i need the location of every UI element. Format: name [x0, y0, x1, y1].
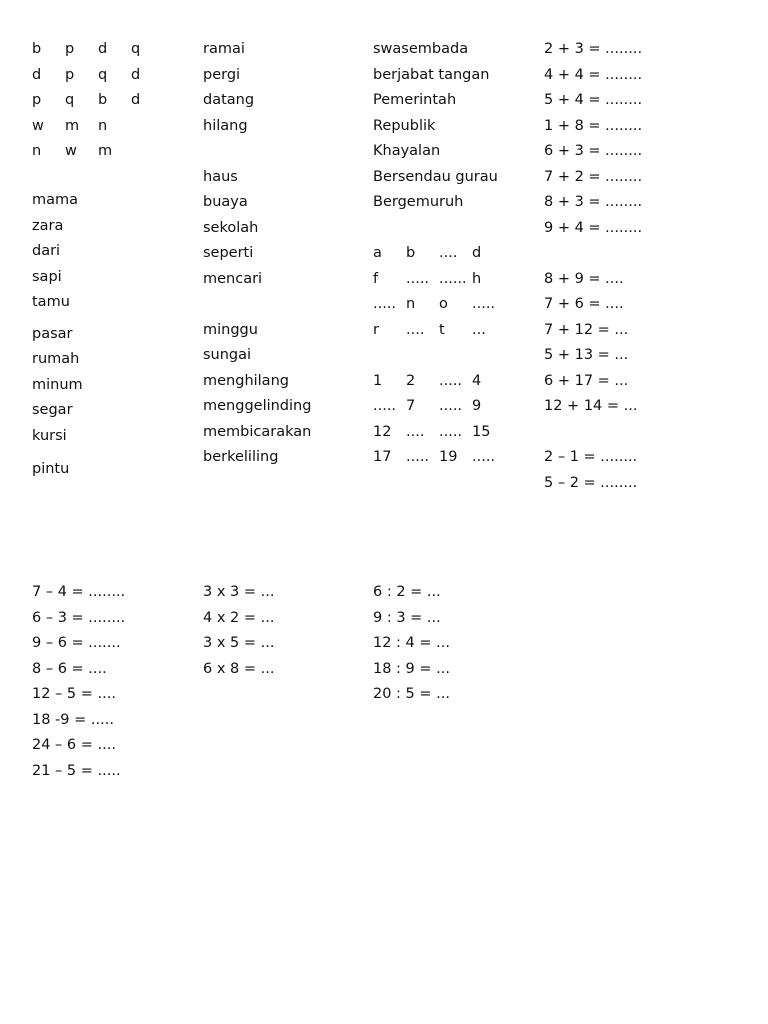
- math-problem: 7 + 6 = ....: [544, 296, 624, 312]
- math-problem: 9 + 4 = ........: [544, 219, 643, 236]
- letter-cell: w: [65, 143, 77, 159]
- word-item: Republik: [373, 117, 436, 134]
- sequence-cell: .....: [373, 398, 397, 414]
- math-problem: 18 : 9 = ...: [373, 660, 450, 677]
- sequence-cell: f: [373, 270, 379, 287]
- sequence-column: [373, 37, 505, 471]
- letter-cell: d: [131, 66, 141, 83]
- word-item: pasar: [32, 325, 73, 342]
- word-item: hilang: [203, 117, 248, 134]
- math-problem: 4 x 2 = ...: [203, 609, 275, 626]
- sequence-cell: h: [472, 270, 482, 287]
- word-item: zara: [32, 217, 64, 234]
- word-item: swasembada: [373, 41, 469, 57]
- sequence-cell: ....: [439, 245, 458, 261]
- sequence-cell: .....: [472, 449, 496, 465]
- math-problem: 9 : 3 = ...: [373, 609, 441, 626]
- word-item: sungai: [203, 347, 252, 363]
- sequence-cell: ....: [406, 321, 425, 338]
- math-problem: 2 + 3 = ........: [544, 41, 643, 57]
- subtraction-column: [32, 580, 125, 784]
- sequence-cell: 12: [373, 423, 392, 440]
- math-problem: 1 + 8 = ........: [544, 117, 643, 134]
- sequence-cell: .....: [373, 296, 397, 312]
- math-problem: 5 – 2 = ........: [544, 474, 638, 491]
- word-item: ramai: [203, 41, 245, 57]
- division-list: [373, 580, 450, 708]
- word-list-c: [32, 457, 164, 483]
- sequence-cell: 15: [472, 423, 491, 440]
- letter-cell: q: [131, 41, 141, 57]
- letter-cell: p: [32, 92, 42, 108]
- addition-column: [544, 37, 642, 496]
- math-problem: 6 : 2 = ...: [373, 584, 441, 600]
- sequence-cell: 19: [439, 449, 458, 465]
- word-item: seperti: [203, 245, 254, 261]
- letter-cell: q: [98, 66, 108, 83]
- word-item: haus: [203, 168, 238, 185]
- word-item: menghilang: [203, 372, 289, 389]
- word-list-haus: [203, 165, 311, 293]
- letter-cell: w: [32, 117, 44, 134]
- sequence-row: [373, 241, 505, 267]
- word-list-ramai: [203, 37, 311, 139]
- letter-row: [32, 63, 164, 89]
- math-problem: 7 + 12 = ...: [544, 321, 629, 338]
- word-item: kursi: [32, 427, 67, 444]
- word-item: menggelinding: [203, 398, 312, 414]
- word-list-minggu: [203, 318, 311, 471]
- word-item: minum: [32, 376, 83, 393]
- word-item: pergi: [203, 66, 241, 83]
- word-item: Bersendau gurau: [373, 168, 498, 185]
- math-problem: 3 x 5 = ...: [203, 635, 275, 651]
- word-item: minggu: [203, 321, 258, 338]
- sequence-row: [373, 292, 505, 318]
- letters-column: [32, 37, 164, 483]
- sequence-cell: .....: [406, 270, 430, 287]
- letter-cell: m: [98, 143, 113, 159]
- letter-cell: d: [32, 66, 42, 83]
- sequence-cell: n: [406, 296, 416, 312]
- subtraction-list-b: [32, 580, 125, 784]
- math-problem: 8 + 9 = ....: [544, 270, 624, 287]
- letter-row: [32, 114, 164, 140]
- letter-cell: p: [65, 41, 75, 57]
- word-item: segar: [32, 402, 73, 418]
- word-item: tamu: [32, 294, 70, 310]
- sequence-cell: .....: [439, 398, 463, 414]
- long-word-list: [373, 37, 505, 216]
- word-item: rumah: [32, 351, 80, 367]
- multiplication-column: [203, 580, 274, 682]
- sequence-cell: b: [406, 245, 416, 261]
- math-problem: 12 + 14 = ...: [544, 398, 638, 414]
- syllable-column: [203, 37, 311, 471]
- word-list-a: [32, 188, 164, 316]
- math-problem: 4 + 4 = ........: [544, 66, 643, 83]
- sequence-cell: t: [439, 321, 445, 338]
- sequence-row: [373, 445, 505, 471]
- word-item: datang: [203, 92, 255, 108]
- addition-list-a: [544, 37, 642, 241]
- letter-cell: m: [65, 117, 80, 134]
- multiplication-list: [203, 580, 274, 682]
- math-problem: 20 : 5 = ...: [373, 686, 450, 702]
- math-problem: 6 x 8 = ...: [203, 660, 275, 677]
- sequence-cell: o: [439, 296, 448, 312]
- sequence-cell: ...: [472, 321, 486, 338]
- sequence-cell: 2: [406, 372, 416, 389]
- sequence-cell: 7: [406, 398, 416, 414]
- sequence-row: [373, 394, 505, 420]
- sequence-row: [373, 420, 505, 446]
- sequence-cell: 4: [472, 372, 482, 389]
- math-problem: 8 + 3 = ........: [544, 194, 643, 210]
- math-problem: 18 -9 = .....: [32, 711, 114, 728]
- word-item: berjabat tangan: [373, 66, 490, 83]
- math-problem: 9 – 6 = .......: [32, 635, 121, 651]
- word-item: mencari: [203, 270, 263, 287]
- sequence-cell: .....: [472, 296, 496, 312]
- word-list-b: [32, 322, 164, 450]
- math-problem: 6 – 3 = ........: [32, 609, 126, 626]
- sequence-cell: .....: [439, 423, 463, 440]
- word-item: sapi: [32, 268, 62, 285]
- sequence-row: [373, 267, 505, 293]
- letter-cell: b: [98, 92, 108, 108]
- subtraction-list-a: [544, 445, 642, 496]
- letter-cell: n: [98, 117, 108, 134]
- sequence-cell: 1: [373, 372, 383, 389]
- word-item: Khayalan: [373, 143, 441, 159]
- sequence-cell: ....: [406, 423, 425, 440]
- math-problem: 7 + 2 = ........: [544, 168, 643, 185]
- letter-grid: [32, 37, 164, 165]
- letter-row: [32, 139, 164, 165]
- math-problem: 7 – 4 = ........: [32, 584, 126, 600]
- word-item: buaya: [203, 194, 248, 210]
- math-problem: 5 + 13 = ...: [544, 347, 629, 363]
- letter-cell: q: [65, 92, 75, 108]
- sequence-cell: .....: [439, 372, 463, 389]
- sequence-cell: ......: [439, 270, 467, 287]
- letter-cell: d: [131, 92, 141, 108]
- math-problem: 24 – 6 = ....: [32, 737, 116, 753]
- letter-cell: p: [65, 66, 75, 83]
- sequence-cell: d: [472, 245, 482, 261]
- word-item: pintu: [32, 461, 70, 477]
- division-column: [373, 580, 450, 708]
- word-item: berkeliling: [203, 449, 279, 465]
- math-problem: 6 + 17 = ...: [544, 372, 629, 389]
- math-problem: 12 : 4 = ...: [373, 635, 450, 651]
- letter-cell: b: [32, 41, 42, 57]
- math-problem: 6 + 3 = ........: [544, 143, 643, 159]
- alphabet-sequence-grid: [373, 241, 505, 343]
- number-sequence-grid: [373, 369, 505, 471]
- sequence-cell: 17: [373, 449, 392, 465]
- sequence-row: [373, 318, 505, 344]
- word-item: mama: [32, 192, 79, 208]
- math-problem: 2 – 1 = ........: [544, 449, 638, 465]
- sequence-cell: 9: [472, 398, 482, 414]
- sequence-cell: r: [373, 321, 379, 338]
- letter-cell: d: [98, 41, 108, 57]
- letter-row: [32, 37, 164, 63]
- math-problem: 5 + 4 = ........: [544, 92, 643, 108]
- word-item: sekolah: [203, 219, 259, 236]
- sequence-cell: a: [373, 245, 382, 261]
- sequence-row: [373, 369, 505, 395]
- word-item: membicarakan: [203, 423, 312, 440]
- letter-cell: n: [32, 143, 42, 159]
- math-problem: 3 x 3 = ...: [203, 584, 275, 600]
- word-item: dari: [32, 243, 61, 259]
- word-item: Pemerintah: [373, 92, 457, 108]
- math-problem: 21 – 5 = .....: [32, 762, 121, 779]
- math-problem: 8 – 6 = ....: [32, 660, 107, 677]
- letter-row: [32, 88, 164, 114]
- math-problem: 12 – 5 = ....: [32, 686, 116, 702]
- addition-list-b: [544, 267, 642, 420]
- word-item: Bergemuruh: [373, 194, 464, 210]
- sequence-cell: .....: [406, 449, 430, 465]
